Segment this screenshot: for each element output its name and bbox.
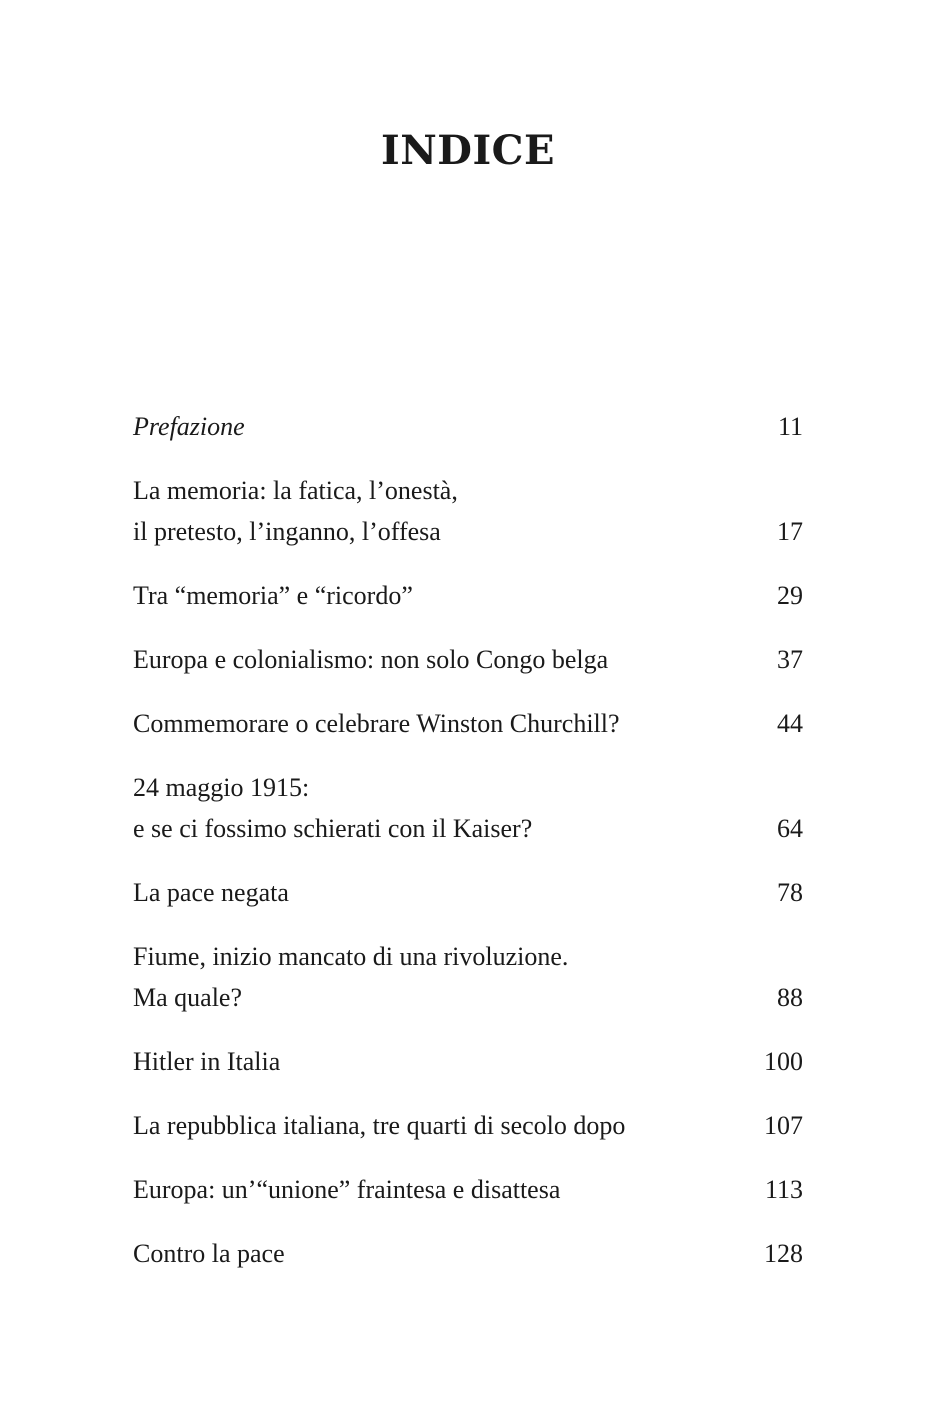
toc-entry-page: 11 bbox=[777, 412, 803, 441]
toc-entry-page: 128 bbox=[764, 1239, 803, 1268]
toc-entry-title-line: La memoria: la fatica, l’onestà, bbox=[133, 476, 458, 505]
toc-entry-title bbox=[133, 470, 743, 552]
toc-entry bbox=[133, 575, 803, 616]
toc-entry-title-line: Hitler in Italia bbox=[133, 1047, 281, 1076]
toc-entry bbox=[133, 1233, 803, 1274]
toc-entry-title-line: il pretesto, l’inganno, l’offesa bbox=[133, 517, 441, 546]
toc-entry-title bbox=[133, 406, 743, 447]
toc-entry-title bbox=[133, 703, 743, 744]
toc-entry-title-line: Europa: un’“unione” fraintesa e disattesa bbox=[133, 1175, 561, 1204]
toc-entry-title-line: 24 maggio 1915: bbox=[133, 773, 310, 802]
toc-entry-page: 78 bbox=[777, 878, 803, 907]
toc-entry-page: 88 bbox=[777, 983, 803, 1012]
toc-entry-title bbox=[133, 1169, 743, 1210]
toc-entry bbox=[133, 639, 803, 680]
toc-entry-title bbox=[133, 1105, 743, 1146]
toc-entry-page: 100 bbox=[764, 1047, 803, 1076]
toc-entry-title-line: Prefazione bbox=[133, 412, 245, 441]
toc-entry-title bbox=[133, 575, 743, 616]
toc-entry-title bbox=[133, 872, 743, 913]
page-title: INDICE bbox=[381, 127, 555, 174]
toc-entry-title-line: La pace negata bbox=[133, 878, 289, 907]
toc-entry-title bbox=[133, 639, 743, 680]
toc-entry-title-line: e se ci fossimo schierati con il Kaiser? bbox=[133, 814, 533, 843]
toc-entry-page: 17 bbox=[777, 517, 803, 546]
toc-entry bbox=[133, 1169, 803, 1210]
toc-entry bbox=[133, 703, 803, 744]
toc-entry-title-line: Contro la pace bbox=[133, 1239, 285, 1268]
toc-entry-page: 113 bbox=[764, 1175, 803, 1204]
toc-entry bbox=[133, 406, 803, 447]
toc-entry-page: 107 bbox=[764, 1111, 803, 1140]
toc-entry-title-line: Tra “memoria” e “ricordo” bbox=[133, 581, 413, 610]
toc-entry bbox=[133, 936, 803, 1018]
toc-entry-page: 37 bbox=[777, 645, 803, 674]
toc-entry bbox=[133, 470, 803, 552]
toc-entry-page: 29 bbox=[777, 581, 803, 610]
toc-entry-title-line: Fiume, inizio mancato di una rivoluzione. bbox=[133, 942, 569, 971]
toc-entry-title-line: Commemorare o celebrare Winston Churchill? bbox=[133, 709, 620, 738]
toc-entry bbox=[133, 1041, 803, 1082]
toc-entry-page: 44 bbox=[777, 709, 803, 738]
toc-entry-title bbox=[133, 1041, 743, 1082]
toc-entry-title bbox=[133, 767, 743, 849]
toc-entry-title bbox=[133, 936, 743, 1018]
toc-entry-title-line: Europa e colonialismo: non solo Congo belga bbox=[133, 645, 609, 674]
toc-entry-title bbox=[133, 1233, 743, 1274]
toc-entry-title-line: La repubblica italiana, tre quarti di secolo dopo bbox=[133, 1111, 626, 1140]
toc-entry bbox=[133, 872, 803, 913]
toc-entry bbox=[133, 767, 803, 849]
toc-entry bbox=[133, 1105, 803, 1146]
toc-entry-page: 64 bbox=[777, 814, 803, 843]
toc-entry-title-line: Ma quale? bbox=[133, 983, 243, 1012]
table-of-contents bbox=[133, 406, 803, 1297]
